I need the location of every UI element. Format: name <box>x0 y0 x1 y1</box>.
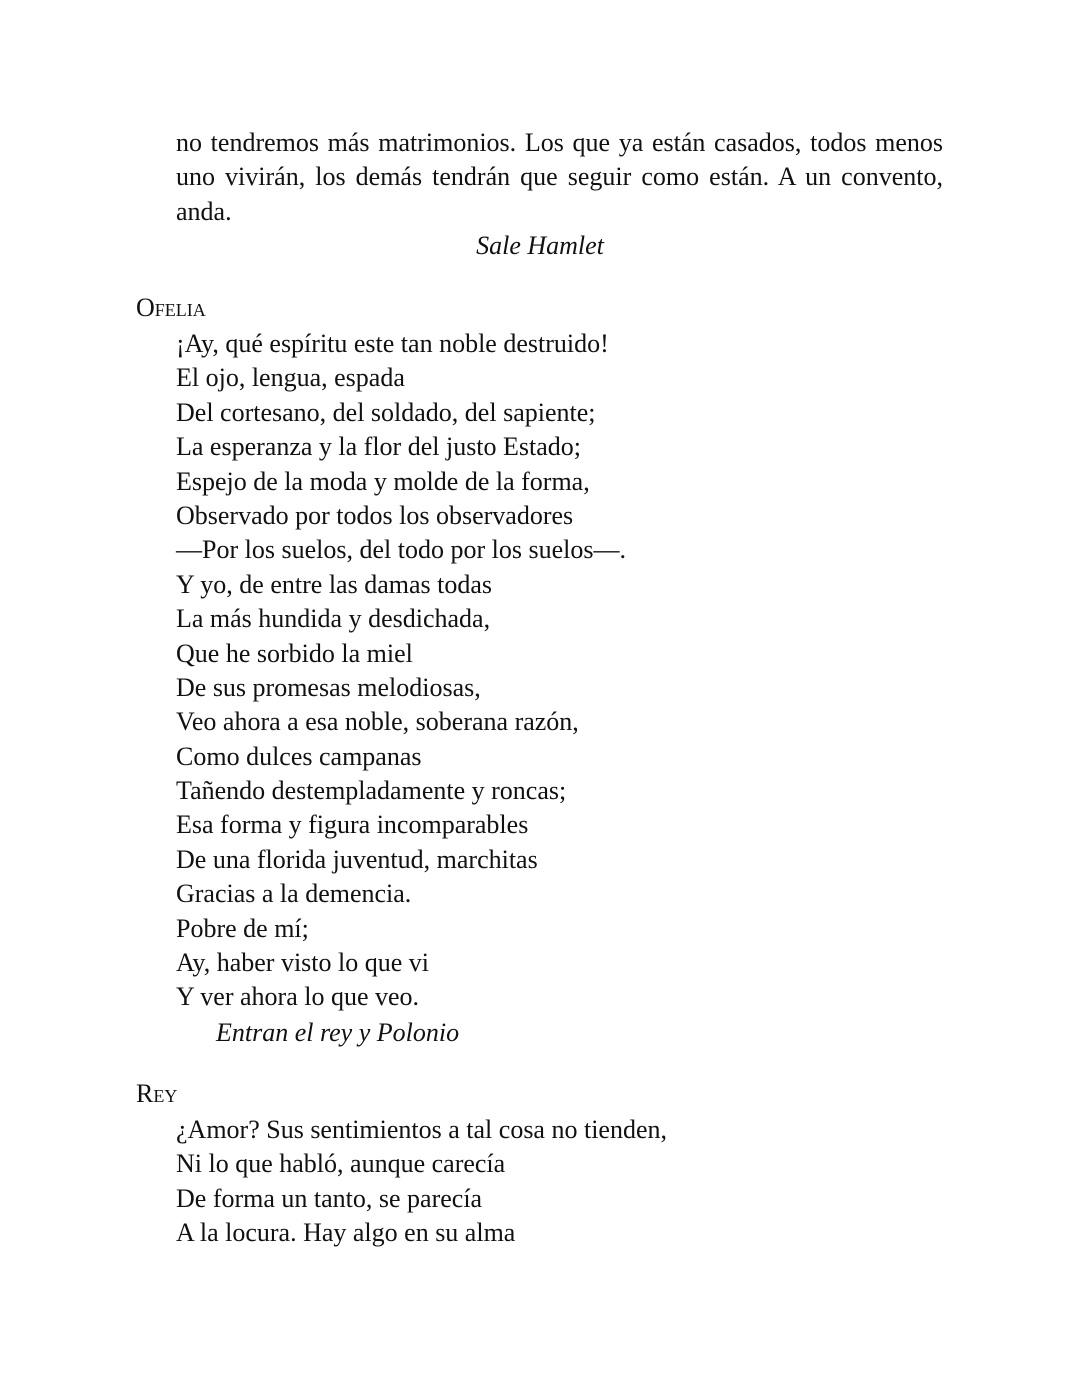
verse-line: ¡Ay, qué espíritu este tan noble destruido! <box>176 329 609 358</box>
verse-line: Gracias a la demencia. <box>176 879 412 909</box>
verse-block-ofelia <box>176 327 626 1015</box>
verse-line: —Por los suelos, del todo por los suelos—. <box>176 535 626 565</box>
verse-line: Observado por todos los observadores <box>176 500 574 530</box>
stage-direction-exit: Sale Hamlet <box>476 231 604 260</box>
verse-line: El ojo, lengua, espada <box>176 363 405 393</box>
verse-line: Y yo, de entre las damas todas <box>176 569 492 599</box>
speaker-name-rey: Rey <box>136 1079 178 1108</box>
verse-line: Ni lo que habló, aunque carecía <box>176 1149 506 1179</box>
verse-line: De sus promesas melodiosas, <box>176 672 481 702</box>
verse-line: Esa forma y figura incomparables <box>176 810 529 840</box>
prose-paragraph: no tendremos más matrimonios. Los que ya están casados, todos menos uno vivirán, los demás tendrán que seguir como están. A un convento, anda. <box>176 128 943 226</box>
verse-line: A la locura. Hay algo en su alma <box>176 1218 516 1248</box>
speaker-name-ofelia: Ofelia <box>136 293 206 322</box>
verse-line: Veo ahora a esa noble, soberana razón, <box>176 707 579 737</box>
stage-direction-enter: Entran el rey y Polonio <box>216 1018 460 1047</box>
verse-line: Espejo de la moda y molde de la forma, <box>176 466 590 496</box>
verse-line: La esperanza y la flor del justo Estado; <box>176 432 582 462</box>
verse-line: La más hundida y desdichada, <box>176 604 491 634</box>
verse-line: De forma un tanto, se parecía <box>176 1183 483 1213</box>
verse-line: ¿Amor? Sus sentimientos a tal cosa no tienden, <box>176 1115 668 1144</box>
verse-line: Y ver ahora lo que veo. <box>176 982 420 1012</box>
verse-line: Tañendo destempladamente y roncas; <box>176 776 567 806</box>
verse-line: Pobre de mí; <box>176 913 309 943</box>
verse-line: Que he sorbido la miel <box>176 638 413 668</box>
verse-line: Como dulces campanas <box>176 741 422 771</box>
verse-line: Del cortesano, del soldado, del sapiente; <box>176 397 596 427</box>
verse-line: Ay, haber visto lo que vi <box>176 948 429 978</box>
verse-block-rey <box>176 1113 667 1251</box>
verse-line: De una florida juventud, marchitas <box>176 844 538 874</box>
